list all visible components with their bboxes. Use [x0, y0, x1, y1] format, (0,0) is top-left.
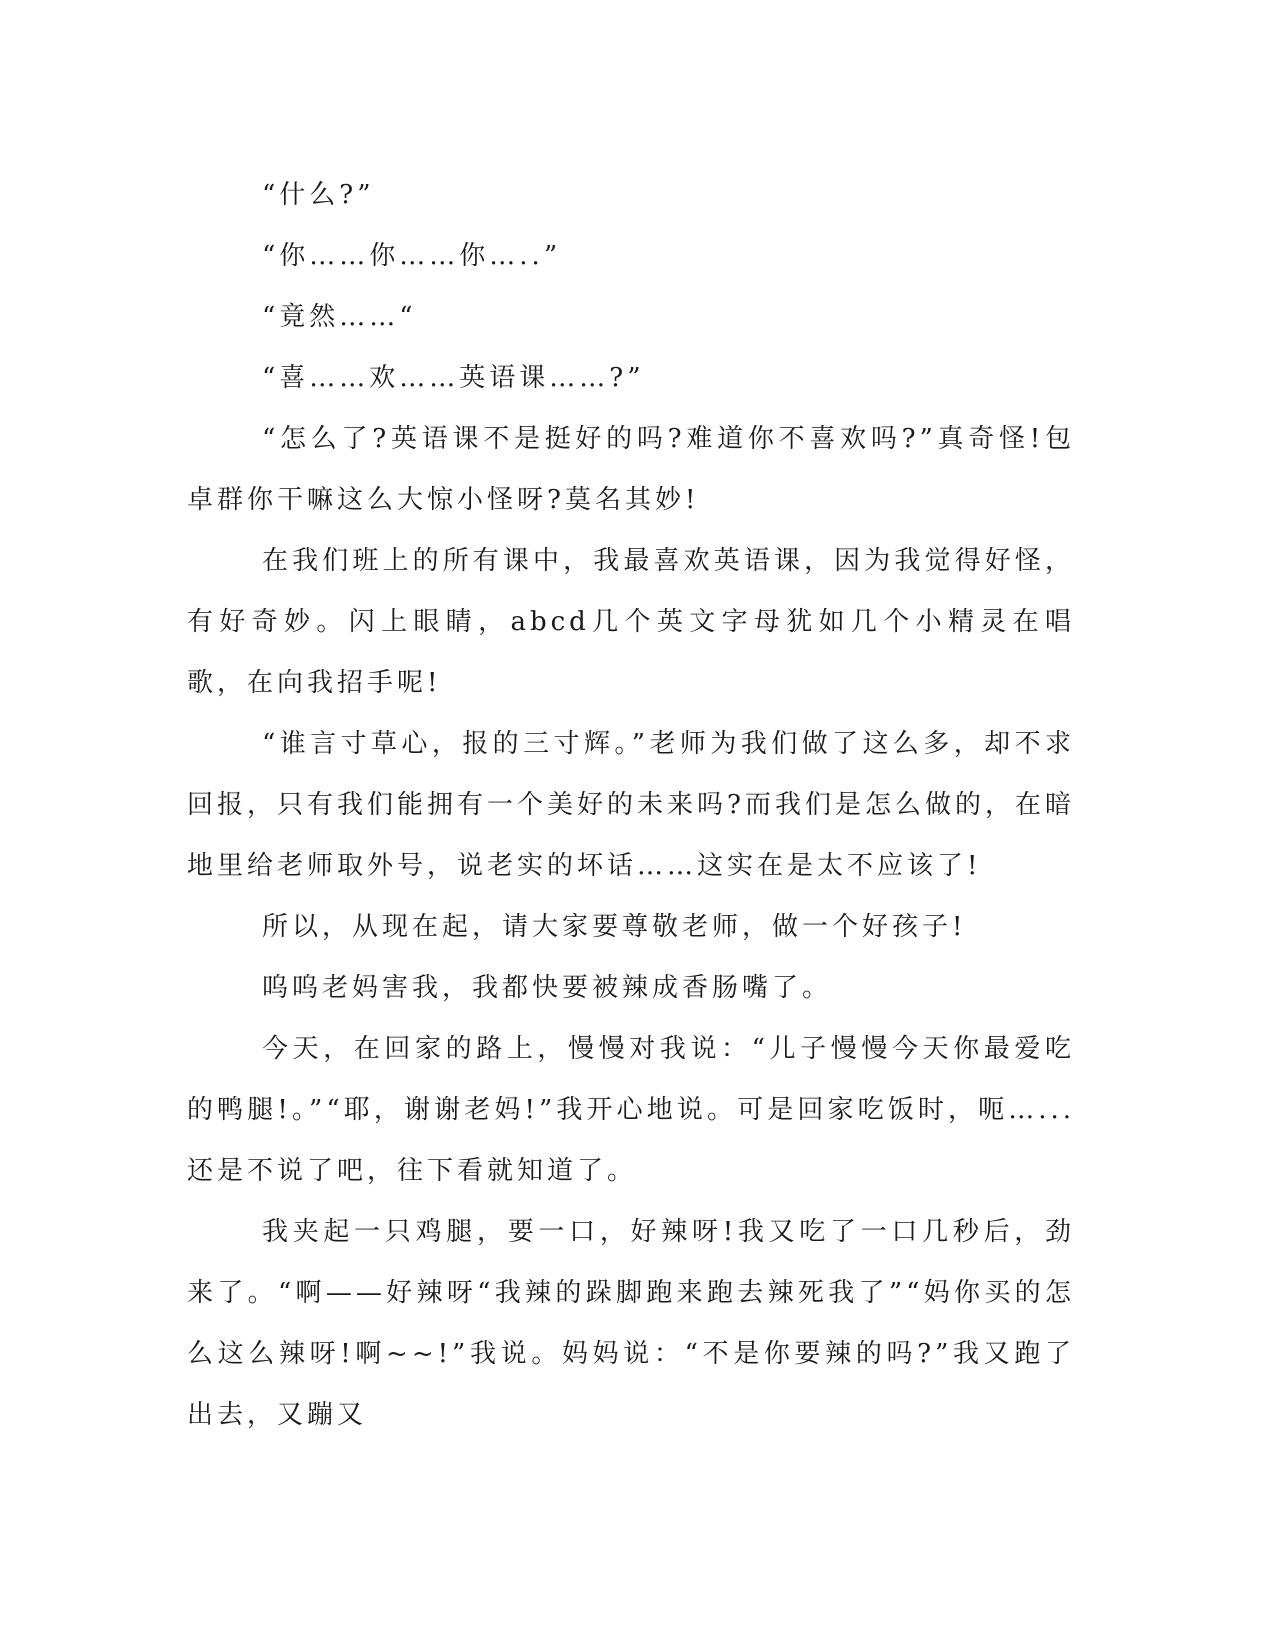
paragraph: “竟然……“ — [262, 302, 417, 332]
paragraph: 呜呜老妈害我，我都快要被辣成香肠嘴了。 — [262, 973, 833, 1003]
paragraph: “怎么了?英语课不是挺好的吗?难道你不喜欢吗?”真奇怪!包卓群你干嘛这么大惊小怪呀?莫名其妙! — [187, 424, 1075, 515]
paragraph: 今天，在回家的路上，慢慢对我说：“儿子慢慢今天你最爱吃的鸭腿!。”“耶，谢谢老妈!”我开心地说。可是回家吃饭时，呃…...还是不说了吧，往下看就知道了。 — [187, 1034, 1075, 1186]
paragraph: 在我们班上的所有课中，我最喜欢英语课，因为我觉得好怪，有好奇妙。闪上眼睛，abcd几个英文字母犹如几个小精灵在唱歌，在向我招手呢! — [187, 546, 1075, 698]
document-body — [187, 165, 1075, 1446]
paragraph: “你……你……你…..” — [262, 241, 562, 271]
paragraph: “谁言寸草心，报的三寸辉。”老师为我们做了这么多，却不求回报，只有我们能拥有一个美好的未来吗?而我们是怎么做的，在暗地里给老师取外号，说老实的坏话……这实在是太不应该了! — [187, 729, 1075, 881]
paragraph: 我夹起一只鸡腿，要一口，好辣呀!我又吃了一口几秒后，劲来了。“啊——好辣呀“我辣的跺脚跑来跑去辣死我了”“妈你买的怎么这么辣呀!啊~~!”我说。妈妈说：“不是你要辣的吗?”我又跑了出去，又蹦又 — [187, 1217, 1075, 1430]
paragraph: “什么?” — [262, 180, 375, 210]
paragraph: “喜……欢……英语课……?” — [262, 363, 645, 393]
paragraph: 所以，从现在起，请大家要尊敬老师，做一个好孩子! — [262, 912, 967, 942]
